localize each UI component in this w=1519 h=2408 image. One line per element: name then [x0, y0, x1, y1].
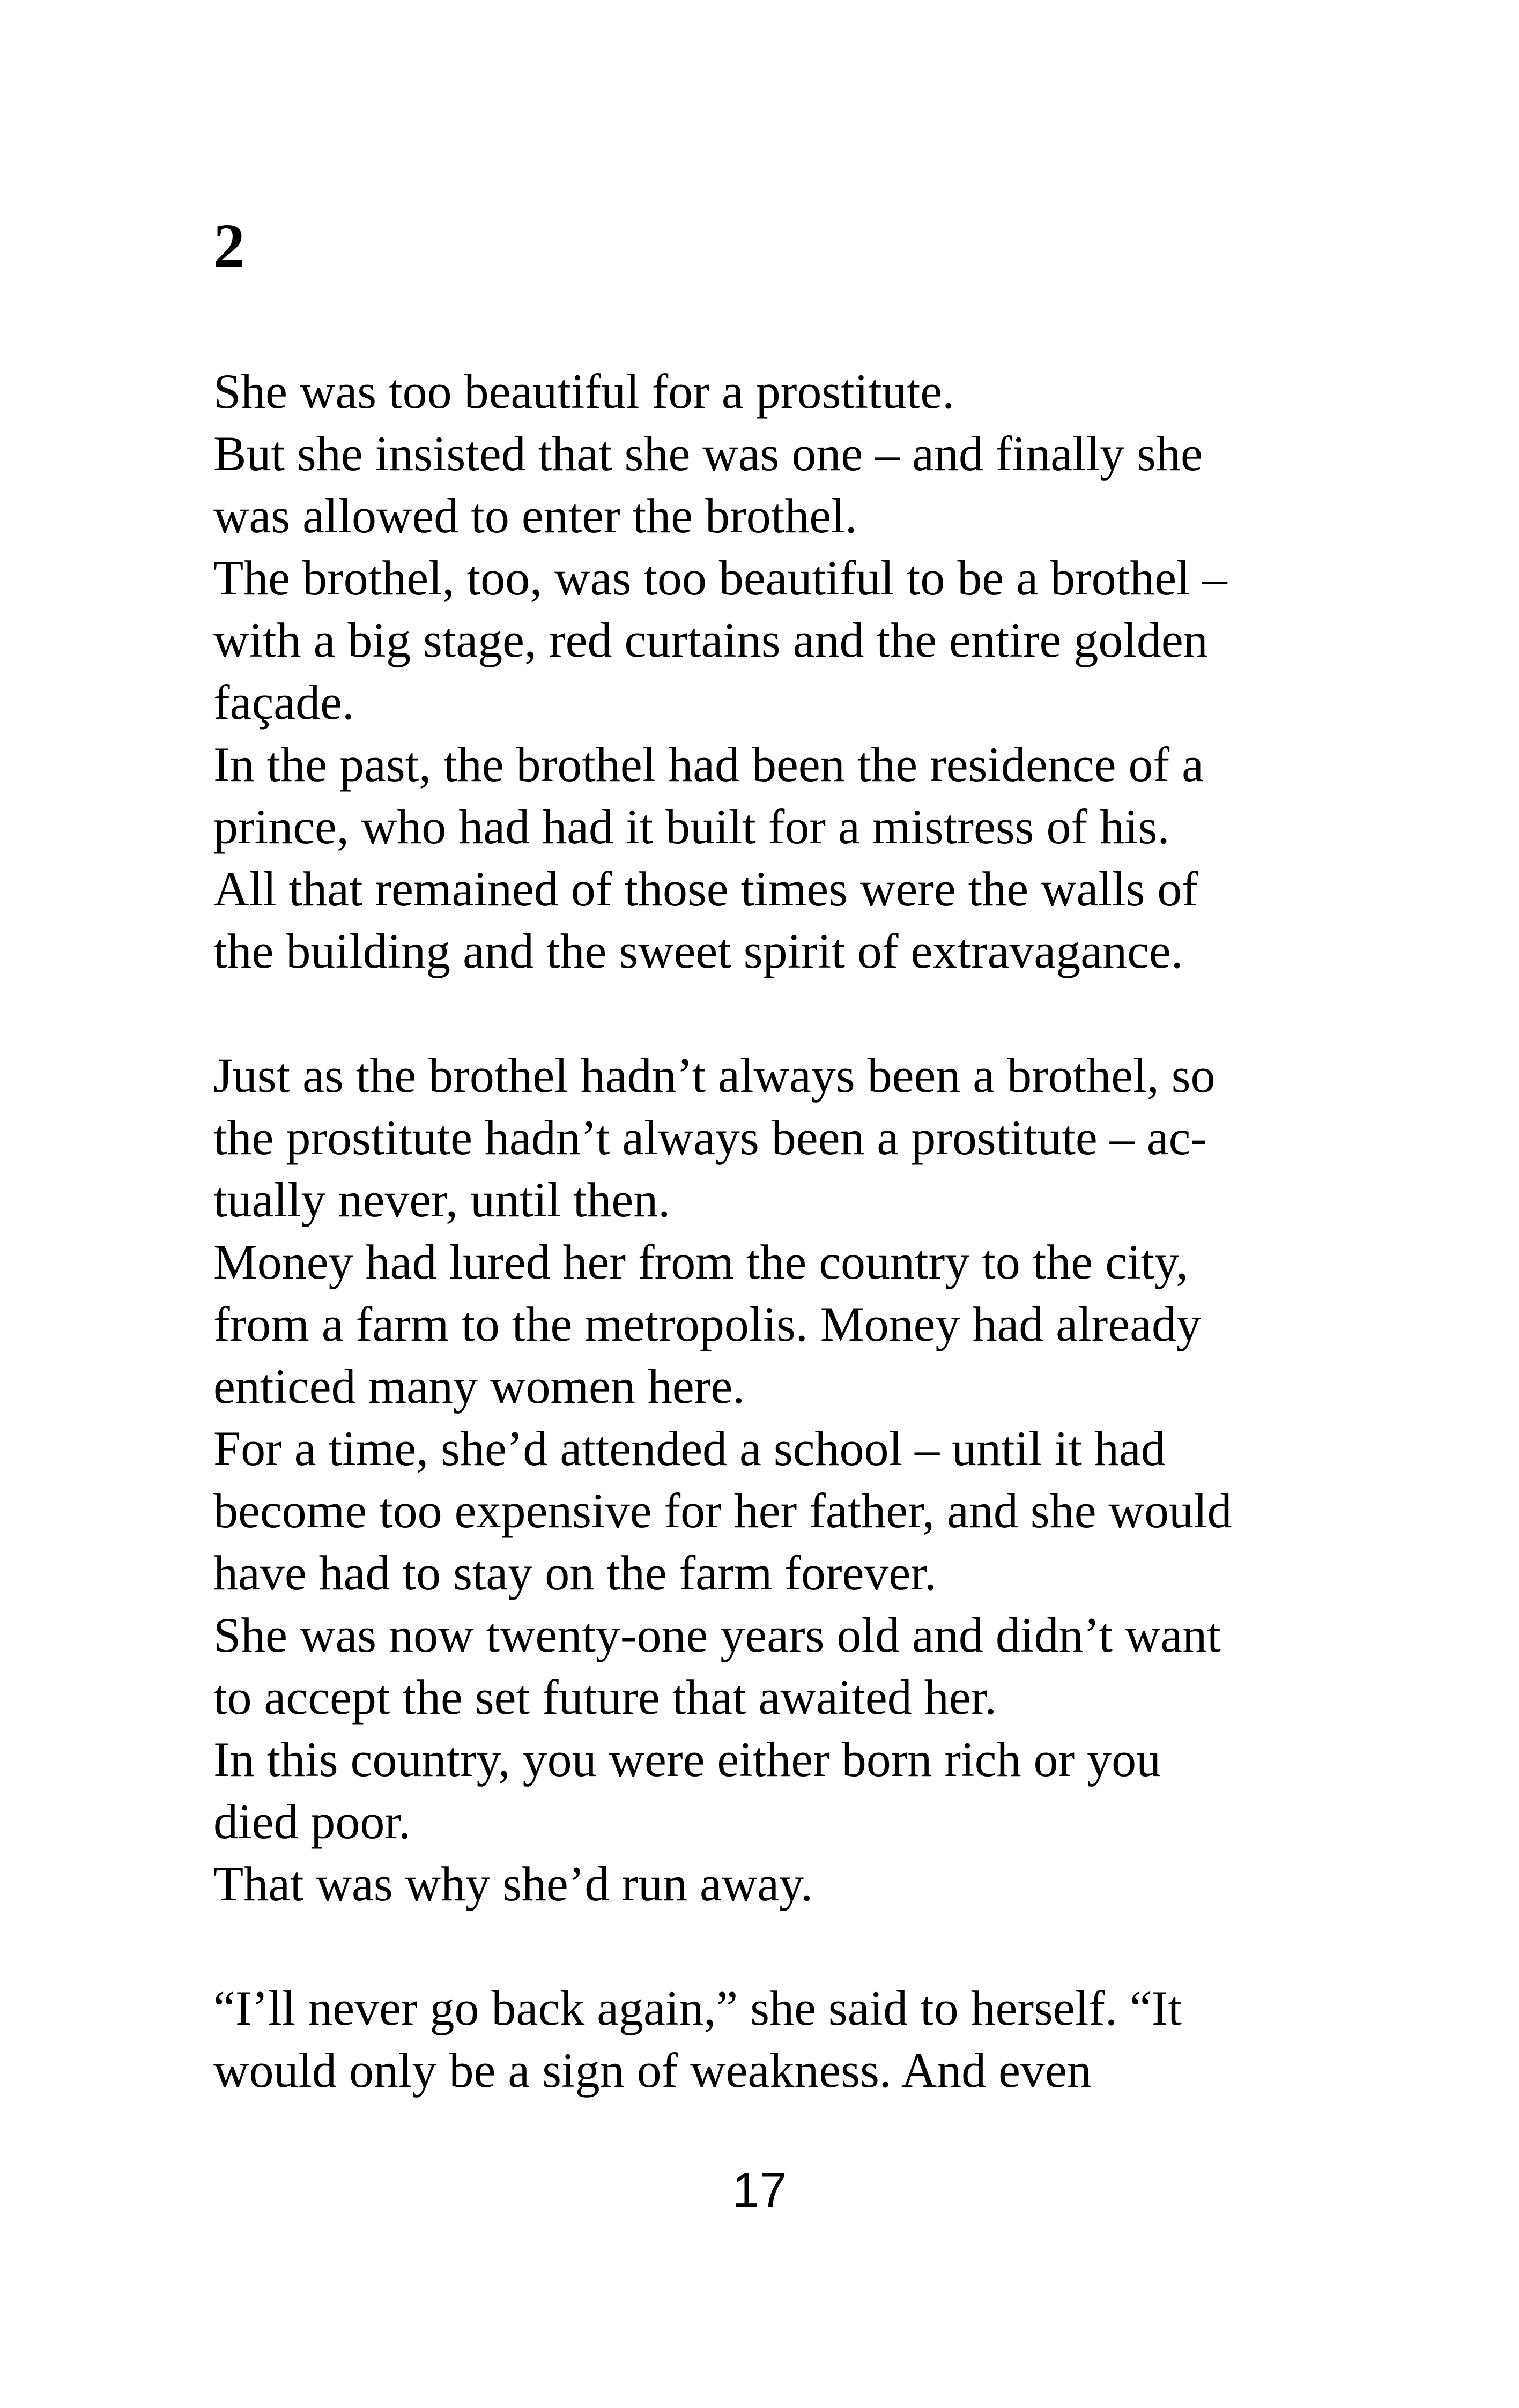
- body-text: [213, 360, 1339, 2101]
- chapter-number: 2: [213, 211, 245, 281]
- paragraph-2: [213, 1044, 1339, 1915]
- text-line: was allowed to enter the brothel.: [213, 488, 857, 543]
- text-line: In the past, the brothel had been the residence of a: [213, 737, 1204, 792]
- text-line: enticed many women here.: [213, 1359, 745, 1414]
- text-line: with a big stage, red curtains and the entire golden: [213, 613, 1208, 667]
- text-line: would only be a sign of weakness. And even: [213, 2043, 1092, 2098]
- paragraph-3: [213, 1977, 1339, 2101]
- text-line: That was why she’d run away.: [213, 1856, 813, 1911]
- text-line: She was too beautiful for a prostitute.: [213, 364, 955, 419]
- text-line: Just as the brothel hadn’t always been a brothel, so: [213, 1048, 1216, 1103]
- text-line: the prostitute hadn’t always been a prostitute – ac-: [213, 1110, 1207, 1165]
- text-line: become too expensive for her father, and she would: [213, 1483, 1232, 1538]
- text-line: have had to stay on the farm forever.: [213, 1545, 937, 1600]
- paragraph-1: [213, 360, 1339, 982]
- paragraph-gap: [213, 1915, 1339, 1977]
- text-line: For a time, she’d attended a school – until it had: [213, 1421, 1166, 1476]
- text-line: to accept the set future that awaited her.: [213, 1670, 997, 1725]
- text-line: All that remained of those times were the walls of: [213, 861, 1198, 916]
- text-line: She was now twenty-one years old and didn’t want: [213, 1608, 1221, 1662]
- text-line: “I’ll never go back again,” she said to herself. “It: [213, 1981, 1182, 2035]
- text-line: prince, who had had it built for a mistress of his.: [213, 799, 1170, 854]
- text-line: Money had lured her from the country to the city,: [213, 1235, 1189, 1289]
- text-line: the building and the sweet spirit of extravagance.: [213, 924, 1183, 978]
- text-line: from a farm to the metropolis. Money had already: [213, 1297, 1201, 1351]
- text-line: tually never, until then.: [213, 1172, 671, 1227]
- text-line: façade.: [213, 675, 354, 730]
- text-line: died poor.: [213, 1794, 411, 1849]
- paragraph-gap: [213, 982, 1339, 1044]
- text-line: In this country, you were either born rich or you: [213, 1732, 1161, 1787]
- text-line: But she insisted that she was one – and finally she: [213, 426, 1203, 481]
- text-line: The brothel, too, was too beautiful to be a brothel –: [213, 551, 1227, 605]
- page-number: 17: [732, 2163, 787, 2218]
